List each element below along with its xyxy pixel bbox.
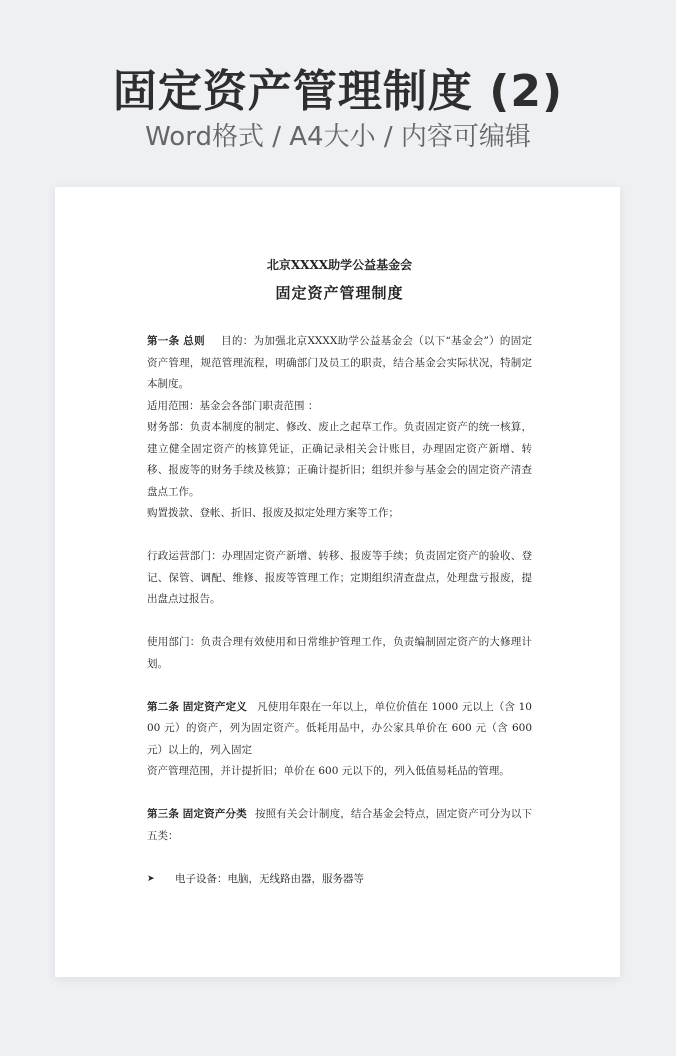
arrow-bullet-icon: ➤ [147,873,155,884]
article1-heading: 第一条 总则 [147,335,205,347]
paragraph-gap [147,847,532,869]
article3-intro: 按照有关会计制度，结合基金会特点，固定资产可分为以下五类： [147,808,533,842]
org-name: 北京XXXX助学公益基金会 [266,258,413,272]
article3-paragraph [147,804,532,847]
article1-purpose-paragraph [147,331,532,396]
paragraph-gap [147,525,532,547]
article1-purpose: 目的：为加强北京XXXX助学公益基金会（以下“基金会”）的固定资产管理，规范管理流程，明确部门及员工的职责，结合基金会实际状况，特制定本制度。 [147,335,533,390]
paragraph-gap [147,783,532,805]
document-body [147,257,532,890]
article2-line1: 凡使用年限在一年以上，单位价值在 1000 元以上（含 1000 元）的资产，列为固定资产。低耗用品中，办公家具单价在 600 元（含 600 元）以上的，列入固定 [147,700,532,756]
article2-heading: 第二条 固定资产定义 [147,700,247,713]
document-page [55,187,620,977]
article1-finance: 财务部：负责本制度的制定、修改、废止之起草工作。负责固定资产的统一核算，建立健全固定资产的核算凭证，正确记录相关会计账目，办理固定资产新增、转移、报废等的财务手续及核算；正确计提折旧；组织并参与基金会的固定资产清查盘点工作。 [147,421,532,498]
article1-admin: 行政运营部门：办理固定资产新增、转移、报废等手续；负责固定资产的验收、登记、保管、调配、维修、报废等管理工作；定期组织清查盘点，处理盘亏报废，提出盘点过报告。 [147,550,532,605]
article2-line2: 资产管理范围，并计提折旧；单价在 600 元以下的，列入低值易耗品的管理。 [147,765,510,777]
list-item-text: 电子设备：电脑，无线路由器，服务器等 [175,872,364,885]
banner [0,0,676,180]
article1-user-dept: 使用部门：负责合理有效使用和日常维护管理工作，负责编制固定资产的大修理计划。 [147,636,532,670]
article1-purchase: 购置拨款、登帐、折旧、报废及拟定处理方案等工作； [147,507,399,519]
article3-heading: 第三条 固定资产分类 [147,808,247,820]
banner-subtitle: Word格式 / A4大小 / 内容可编辑 [145,122,531,152]
paragraph-gap [147,611,532,633]
document-title: 固定资产管理制度 [275,284,404,302]
banner-title: 固定资产管理制度 (2) [112,66,564,117]
paragraph-gap [147,675,532,697]
article2-paragraph [147,697,532,762]
list-item [147,869,532,891]
article1-scope: 适用范围：基金会各部门职责范围 ： [147,399,319,412]
